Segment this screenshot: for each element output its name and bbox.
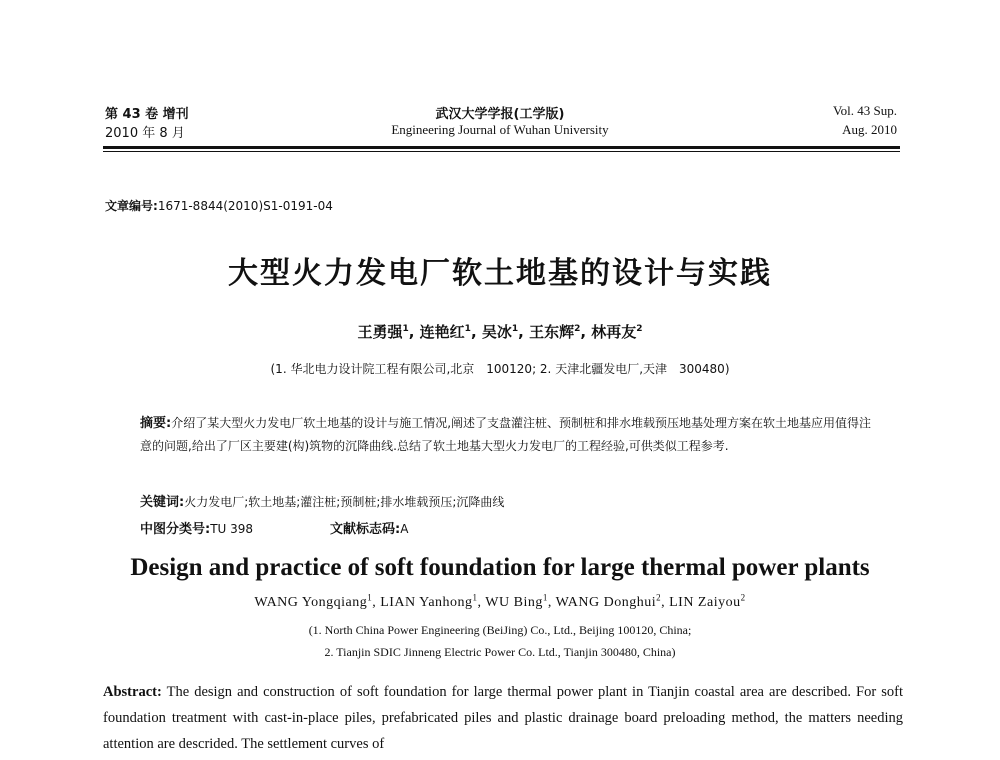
author-affil-mark: 1 — [464, 324, 471, 334]
author-affil-mark: 1 — [367, 592, 373, 603]
article-number-label: 文章编号: — [105, 199, 158, 213]
author-cn: 王东辉 — [529, 323, 575, 341]
clc-number — [140, 518, 253, 537]
author-en: WANG Donghui — [555, 595, 657, 610]
title-en: Design and practice of soft foundation for large thermal power plants — [130, 554, 870, 581]
author-separator: , — [477, 595, 486, 610]
article-number — [105, 197, 333, 214]
author-separator: , — [547, 595, 556, 610]
journal-volume-en: Vol. 43 Sup. — [832, 103, 897, 118]
abstract-en-text: The design and construction of soft foundation for large thermal power plant in Tianjin coastal area are described. For soft foundation treatment with cast-in-place piles, prefabricated piles and plastic drainage board preloading method, the matters needing attention are descrided. The settlement curves of — [103, 684, 903, 752]
keywords-cn-text: 火力发电厂;软土地基;灌注桩;预制桩;排水堆载预压;沉降曲线 — [184, 495, 505, 509]
authors-en — [0, 592, 1000, 611]
journal-date-en: Aug. 2010 — [842, 122, 897, 137]
author-en: LIN Zaiyou — [669, 595, 741, 610]
authors-cn — [0, 321, 1000, 342]
clc-value: TU 398 — [210, 522, 254, 536]
article-number-value: 1671-8844(2010)S1-0191-04 — [157, 199, 333, 213]
document-code — [330, 518, 408, 537]
author-separator: , — [408, 323, 420, 341]
author-separator: , — [372, 595, 381, 610]
author-affil-mark: 2 — [574, 324, 581, 334]
doc-code-label: 文献标志码: — [330, 522, 401, 537]
author-separator: , — [580, 323, 592, 341]
author-affil-mark: 1 — [402, 324, 409, 334]
author-cn: 王勇强 — [357, 323, 403, 341]
author-en: WANG Yongqiang — [254, 595, 368, 610]
journal-name-cn: 武汉大学学报(工学版) — [435, 107, 565, 122]
affiliation-cn: (1. 华北电力设计院工程有限公司,北京 100120; 2. 天津北疆发电厂,天津 300480) — [270, 362, 730, 376]
author-separator: , — [661, 595, 670, 610]
abstract-cn-label: 摘要: — [140, 416, 172, 431]
abstract-en-label: Abstract: — [103, 684, 162, 700]
author-affil-mark: 2 — [656, 592, 662, 603]
affiliation-en-1: (1. North China Power Engineering (BeiJing) Co., Ltd., Beijing 100120, China; — [308, 623, 692, 637]
keywords-cn-label: 关键词: — [140, 495, 185, 510]
author-separator: , — [470, 323, 482, 341]
author-affil-mark: 2 — [636, 324, 643, 334]
author-cn: 吴冰 — [481, 323, 512, 341]
header-rule-thick — [103, 146, 900, 149]
author-en: WU Bing — [485, 595, 543, 610]
journal-name-en: Engineering Journal of Wuhan University — [391, 122, 609, 137]
author-affil-mark: 1 — [542, 592, 548, 603]
clc-label: 中图分类号: — [140, 522, 211, 537]
author-affil-mark: 2 — [740, 592, 746, 603]
abstract-en — [103, 679, 903, 757]
journal-volume: 第 43 卷 增刊 — [105, 107, 189, 122]
keywords-cn — [140, 491, 875, 510]
abstract-cn-text: 介绍了某大型火力发电厂软土地基的设计与施工情况,阐述了支盘灌注桩、预制桩和排水堆载预压地基处理方案在软土地基应用值得注意的问题,给出了厂区主要建(构)筑物的沉降曲线.总结了软土地基大型火力发电厂的工程经验,可供类似工程参考. — [140, 416, 872, 453]
author-affil-mark: 1 — [472, 592, 478, 603]
author-separator: , — [518, 323, 530, 341]
author-affil-mark: 1 — [511, 324, 519, 334]
header-rule-thin — [103, 151, 900, 152]
affiliation-en-2: 2. Tianjin SDIC Jinneng Electric Power Co. Ltd., Tianjin 300480, China) — [324, 645, 676, 659]
author-cn: 林再友 — [591, 323, 637, 341]
author-en: LIAN Yanhong — [380, 595, 473, 610]
title-cn: 大型火力发电厂软土地基的设计与实践 — [228, 256, 772, 291]
author-cn: 连艳红 — [419, 323, 465, 341]
doc-code-value: A — [400, 522, 409, 536]
journal-date: 2010 年 8 月 — [105, 126, 185, 141]
abstract-cn — [140, 412, 875, 458]
